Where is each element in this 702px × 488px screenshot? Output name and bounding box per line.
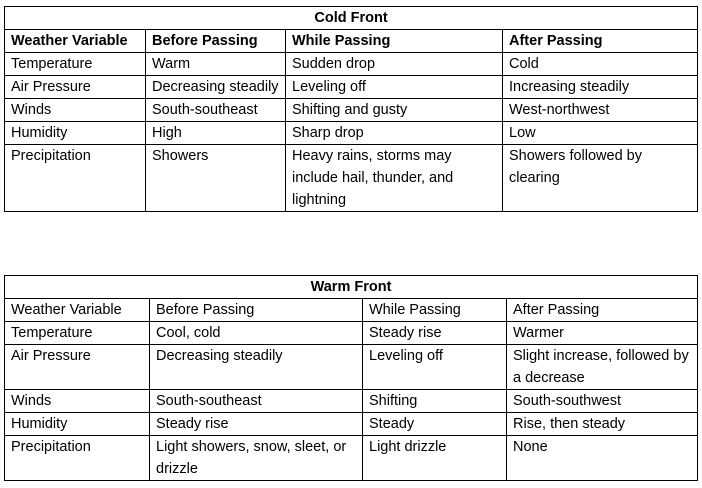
table-cell: Leveling off	[286, 76, 503, 99]
column-header: While Passing	[363, 299, 507, 322]
table-cell: South-southeast	[146, 99, 286, 122]
table-cell: Low	[503, 122, 698, 145]
table-cell: South-southwest	[507, 390, 698, 413]
column-header: Before Passing	[150, 299, 363, 322]
column-header: After Passing	[503, 30, 698, 53]
column-header: After Passing	[507, 299, 698, 322]
table-cell: Warm	[146, 53, 286, 76]
table-cell: Steady	[363, 413, 507, 436]
cold-front-table	[4, 6, 698, 212]
table-cell: Sudden drop	[286, 53, 503, 76]
table-row	[5, 413, 698, 436]
table-cell: Humidity	[5, 413, 150, 436]
table-cell: None	[507, 436, 698, 481]
table-cell: Slight increase, followed by a decrease	[507, 345, 698, 390]
header-row	[5, 299, 698, 322]
table-cell: Steady rise	[150, 413, 363, 436]
table-cell: West-northwest	[503, 99, 698, 122]
table-cell: Precipitation	[5, 436, 150, 481]
table-cell: Air Pressure	[5, 76, 146, 99]
table-cell: Air Pressure	[5, 345, 150, 390]
table-cell: Cold	[503, 53, 698, 76]
table-cell: South-southeast	[150, 390, 363, 413]
table-cell: Steady rise	[363, 322, 507, 345]
table-cell: Light drizzle	[363, 436, 507, 481]
table-row	[5, 145, 698, 212]
table-row	[5, 436, 698, 481]
table-row	[5, 122, 698, 145]
table-cell: Winds	[5, 99, 146, 122]
table-cell: Shifting	[363, 390, 507, 413]
table-cell: Leveling off	[363, 345, 507, 390]
table-cell: Decreasing steadily	[150, 345, 363, 390]
table-cell: Showers followed by clearing	[503, 145, 698, 212]
table-cell: Cool, cold	[150, 322, 363, 345]
table-row	[5, 390, 698, 413]
table-title: Cold Front	[5, 7, 698, 30]
table-row	[5, 76, 698, 99]
warm-front-table	[4, 275, 698, 481]
table-row	[5, 322, 698, 345]
table-cell: Heavy rains, storms may include hail, thunder, and lightning	[286, 145, 503, 212]
table-title-row	[5, 7, 698, 30]
table-cell: Rise, then steady	[507, 413, 698, 436]
table-row	[5, 345, 698, 390]
table-cell: Precipitation	[5, 145, 146, 212]
table-cell: High	[146, 122, 286, 145]
table-cell: Temperature	[5, 322, 150, 345]
table-cell: Increasing steadily	[503, 76, 698, 99]
table-title: Warm Front	[5, 276, 698, 299]
table-title-row	[5, 276, 698, 299]
column-header: Before Passing	[146, 30, 286, 53]
column-header: Weather Variable	[5, 299, 150, 322]
column-header: While Passing	[286, 30, 503, 53]
table-cell: Temperature	[5, 53, 146, 76]
header-row	[5, 30, 698, 53]
table-cell: Warmer	[507, 322, 698, 345]
table-row	[5, 53, 698, 76]
table-cell: Showers	[146, 145, 286, 212]
table-cell: Humidity	[5, 122, 146, 145]
table-row	[5, 99, 698, 122]
table-cell: Winds	[5, 390, 150, 413]
table-cell: Light showers, snow, sleet, or drizzle	[150, 436, 363, 481]
table-cell: Decreasing steadily	[146, 76, 286, 99]
table-cell: Shifting and gusty	[286, 99, 503, 122]
column-header: Weather Variable	[5, 30, 146, 53]
table-cell: Sharp drop	[286, 122, 503, 145]
